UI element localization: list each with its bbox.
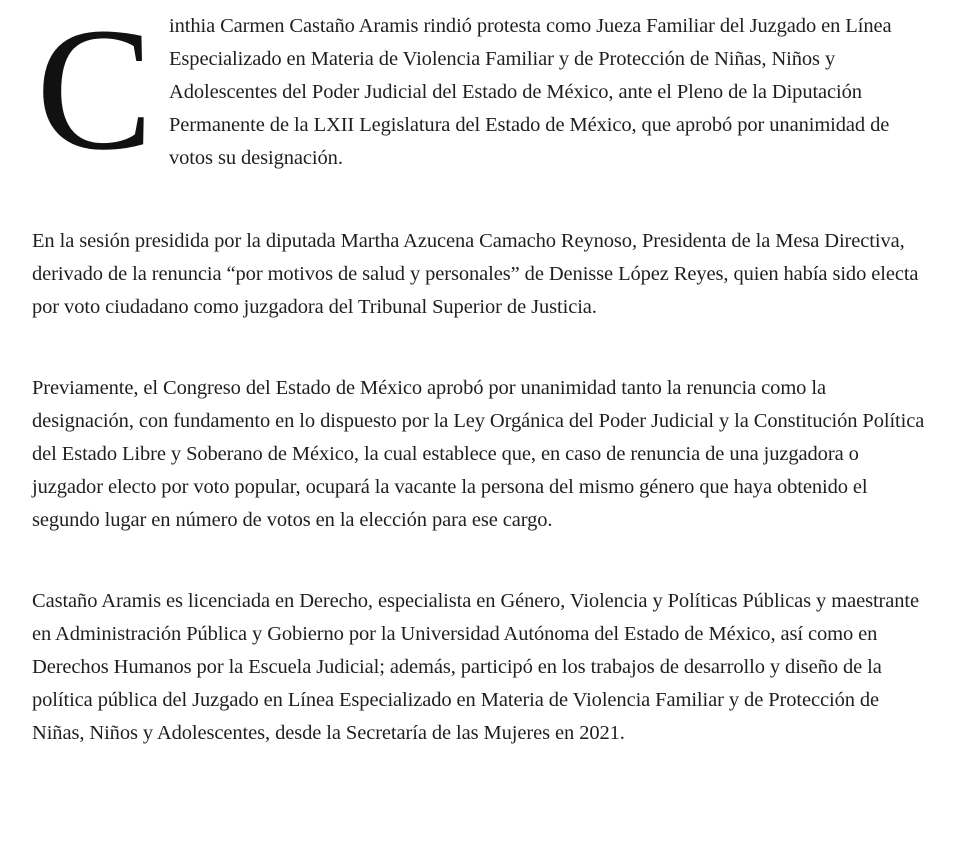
- drop-cap: C: [36, 0, 154, 187]
- article-paragraph-3: Previamente, el Congreso del Estado de México aprobó por unanimidad tanto la renuncia como la designación, con fundamento en lo dispuesto por la Ley Orgánica del Poder Judicial y la Constitución Política del Estado Libre y Soberano de México, la cual establece que, en caso de renuncia de una juzgadora o juzgador electo por voto popular, ocupará la vacante la persona del mismo género que haya obtenido el segundo lugar en número de votos en la elección para ese cargo.: [32, 377, 925, 531]
- article-body: [32, 0, 932, 750]
- article-paragraph-2: En la sesión presidida por la diputada Martha Azucena Camacho Reynoso, Presidenta de la Mesa Directiva, derivado de la renuncia “por motivos de salud y personales” de Denisse López Reyes, quien había sido electa por voto ciudadano como juzgadora del Tribunal Superior de Justicia.: [32, 230, 919, 318]
- paragraph-1-text: inthia Carmen Castaño Aramis rindió protesta como Jueza Familiar del Juzgado en Línea Especializado en Materia de Violencia Familiar y de Protección de Niñas, Niños y Adolescentes del Poder Judicial del Estado de México, ante el Pleno de la Diputación Permanente de la LXII Legislatura del Estado de México, que aprobó por unanimidad de votos su designación.: [169, 15, 892, 169]
- article-paragraph-1: [32, 0, 932, 187]
- article-paragraph-4: Castaño Aramis es licenciada en Derecho, especialista en Género, Violencia y Políticas Públicas y maestrante en Administración Pública y Gobierno por la Universidad Autónoma del Estado de México, así como en Derechos Humanos por la Escuela Judicial; además, participó en los trabajos de desarrollo y diseño de la política pública del Juzgado en Línea Especializado en Materia de Violencia Familiar y de Protección de Niñas, Niños y Adolescentes, desde la Secretaría de las Mujeres en 2021.: [32, 590, 920, 744]
